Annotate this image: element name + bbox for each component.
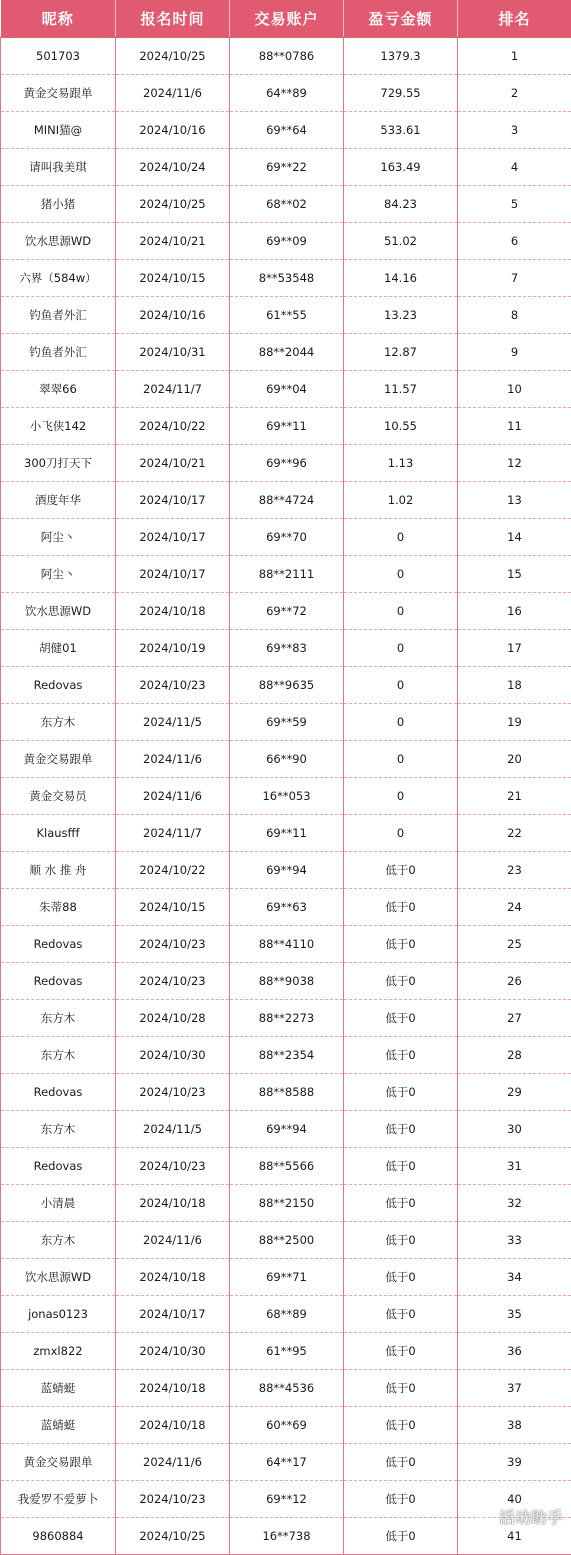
cell-trading-account: 68**02 bbox=[230, 186, 344, 223]
header-trading-account[interactable]: 交易账户 bbox=[230, 0, 344, 38]
cell-nickname: 饮水思源WD bbox=[1, 223, 116, 260]
cell-nickname: Klausfff bbox=[1, 815, 116, 852]
cell-nickname: Redovas bbox=[1, 963, 116, 1000]
cell-trading-account: 68**89 bbox=[230, 1296, 344, 1333]
cell-rank: 2 bbox=[458, 75, 571, 112]
cell-signup-date: 2024/11/7 bbox=[116, 371, 230, 408]
cell-profit-loss: 低于0 bbox=[344, 1111, 458, 1148]
table-row bbox=[1, 1259, 571, 1296]
header-rank[interactable]: 排名 bbox=[458, 0, 571, 38]
cell-rank: 24 bbox=[458, 889, 571, 926]
cell-trading-account: 16**738 bbox=[230, 1518, 344, 1555]
cell-profit-loss: 163.49 bbox=[344, 149, 458, 186]
cell-rank: 30 bbox=[458, 1111, 571, 1148]
cell-nickname: 300刀打天下 bbox=[1, 445, 116, 482]
cell-nickname: 东方木 bbox=[1, 1037, 116, 1074]
cell-profit-loss: 84.23 bbox=[344, 186, 458, 223]
cell-profit-loss: 13.23 bbox=[344, 297, 458, 334]
cell-nickname: 胡健01 bbox=[1, 630, 116, 667]
table-row bbox=[1, 112, 571, 149]
cell-profit-loss: 低于0 bbox=[344, 1037, 458, 1074]
cell-rank: 40 bbox=[458, 1481, 571, 1518]
cell-signup-date: 2024/10/23 bbox=[116, 667, 230, 704]
cell-signup-date: 2024/10/16 bbox=[116, 112, 230, 149]
cell-trading-account: 66**90 bbox=[230, 741, 344, 778]
cell-trading-account: 88**4724 bbox=[230, 482, 344, 519]
cell-nickname: 猪小猪 bbox=[1, 186, 116, 223]
cell-profit-loss: 0 bbox=[344, 630, 458, 667]
cell-nickname: MINI猫@ bbox=[1, 112, 116, 149]
cell-signup-date: 2024/10/21 bbox=[116, 445, 230, 482]
cell-signup-date: 2024/10/18 bbox=[116, 593, 230, 630]
cell-nickname: 朱蒂88 bbox=[1, 889, 116, 926]
cell-nickname: Redovas bbox=[1, 926, 116, 963]
watermark-text: 活动助手 bbox=[498, 1508, 563, 1527]
table-row bbox=[1, 75, 571, 112]
cell-profit-loss: 0 bbox=[344, 704, 458, 741]
cell-nickname: 钓鱼者外汇 bbox=[1, 297, 116, 334]
cell-rank: 6 bbox=[458, 223, 571, 260]
table-row bbox=[1, 1222, 571, 1259]
cell-signup-date: 2024/10/15 bbox=[116, 260, 230, 297]
cell-profit-loss: 1.02 bbox=[344, 482, 458, 519]
cell-rank: 34 bbox=[458, 1259, 571, 1296]
cell-nickname: 蓝蜻蜓 bbox=[1, 1370, 116, 1407]
cell-profit-loss: 低于0 bbox=[344, 1370, 458, 1407]
cell-nickname: 阿尘丶 bbox=[1, 556, 116, 593]
cell-trading-account: 69**94 bbox=[230, 852, 344, 889]
table-row bbox=[1, 1074, 571, 1111]
cell-trading-account: 69**12 bbox=[230, 1481, 344, 1518]
cell-nickname: 六界（584w） bbox=[1, 260, 116, 297]
cell-rank: 5 bbox=[458, 186, 571, 223]
table-header bbox=[1, 0, 571, 38]
cell-signup-date: 2024/10/24 bbox=[116, 149, 230, 186]
cell-rank: 12 bbox=[458, 445, 571, 482]
cell-signup-date: 2024/11/6 bbox=[116, 778, 230, 815]
cell-profit-loss: 11.57 bbox=[344, 371, 458, 408]
cell-signup-date: 2024/10/28 bbox=[116, 1000, 230, 1037]
cell-rank: 39 bbox=[458, 1444, 571, 1481]
cell-signup-date: 2024/10/23 bbox=[116, 1148, 230, 1185]
cell-signup-date: 2024/10/31 bbox=[116, 334, 230, 371]
cell-profit-loss: 0 bbox=[344, 556, 458, 593]
cell-trading-account: 88**4110 bbox=[230, 926, 344, 963]
cell-signup-date: 2024/10/23 bbox=[116, 1481, 230, 1518]
cell-profit-loss: 729.55 bbox=[344, 75, 458, 112]
cell-profit-loss: 低于0 bbox=[344, 1000, 458, 1037]
cell-rank: 28 bbox=[458, 1037, 571, 1074]
cell-signup-date: 2024/10/22 bbox=[116, 408, 230, 445]
cell-rank: 16 bbox=[458, 593, 571, 630]
table-row bbox=[1, 38, 571, 75]
cell-trading-account: 88**2500 bbox=[230, 1222, 344, 1259]
table-row bbox=[1, 1185, 571, 1222]
cell-profit-loss: 低于0 bbox=[344, 1444, 458, 1481]
cell-nickname: jonas0123 bbox=[1, 1296, 116, 1333]
cell-trading-account: 69**96 bbox=[230, 445, 344, 482]
cell-signup-date: 2024/10/21 bbox=[116, 223, 230, 260]
table-row bbox=[1, 445, 571, 482]
cell-nickname: 翠翠66 bbox=[1, 371, 116, 408]
cell-rank: 14 bbox=[458, 519, 571, 556]
header-signup-date[interactable]: 报名时间 bbox=[116, 0, 230, 38]
cell-trading-account: 88**2044 bbox=[230, 334, 344, 371]
cell-rank: 29 bbox=[458, 1074, 571, 1111]
cell-trading-account: 69**59 bbox=[230, 704, 344, 741]
watermark bbox=[477, 1505, 563, 1528]
cell-trading-account: 69**11 bbox=[230, 815, 344, 852]
table-row bbox=[1, 223, 571, 260]
cell-trading-account: 88**2273 bbox=[230, 1000, 344, 1037]
cell-rank: 1 bbox=[458, 38, 571, 75]
cell-profit-loss: 低于0 bbox=[344, 963, 458, 1000]
cell-trading-account: 69**70 bbox=[230, 519, 344, 556]
cell-trading-account: 8**53548 bbox=[230, 260, 344, 297]
cell-signup-date: 2024/10/25 bbox=[116, 186, 230, 223]
cell-signup-date: 2024/10/18 bbox=[116, 1370, 230, 1407]
table-row bbox=[1, 889, 571, 926]
cell-trading-account: 60**69 bbox=[230, 1407, 344, 1444]
table-row bbox=[1, 815, 571, 852]
cell-profit-loss: 低于0 bbox=[344, 1518, 458, 1555]
cell-trading-account: 88**2111 bbox=[230, 556, 344, 593]
cell-nickname: 东方木 bbox=[1, 1000, 116, 1037]
cell-signup-date: 2024/10/16 bbox=[116, 297, 230, 334]
cell-nickname: 请叫我美琪 bbox=[1, 149, 116, 186]
table-row bbox=[1, 1037, 571, 1074]
table-row bbox=[1, 556, 571, 593]
cell-trading-account: 88**2150 bbox=[230, 1185, 344, 1222]
cell-trading-account: 88**2354 bbox=[230, 1037, 344, 1074]
cell-profit-loss: 低于0 bbox=[344, 889, 458, 926]
cell-rank: 33 bbox=[458, 1222, 571, 1259]
cell-profit-loss: 533.61 bbox=[344, 112, 458, 149]
cell-signup-date: 2024/10/30 bbox=[116, 1037, 230, 1074]
cell-rank: 15 bbox=[458, 556, 571, 593]
cell-nickname: zmxl822 bbox=[1, 1333, 116, 1370]
cell-profit-loss: 低于0 bbox=[344, 1296, 458, 1333]
cell-signup-date: 2024/11/5 bbox=[116, 1111, 230, 1148]
cell-rank: 7 bbox=[458, 260, 571, 297]
cell-profit-loss: 0 bbox=[344, 741, 458, 778]
cell-trading-account: 88**0786 bbox=[230, 38, 344, 75]
cell-rank: 8 bbox=[458, 297, 571, 334]
cell-signup-date: 2024/10/18 bbox=[116, 1407, 230, 1444]
cell-trading-account: 69**63 bbox=[230, 889, 344, 926]
cell-rank: 18 bbox=[458, 667, 571, 704]
table-row bbox=[1, 186, 571, 223]
table-row bbox=[1, 704, 571, 741]
cell-profit-loss: 低于0 bbox=[344, 1148, 458, 1185]
cell-signup-date: 2024/10/25 bbox=[116, 38, 230, 75]
cell-nickname: 小飞侠142 bbox=[1, 408, 116, 445]
table-row bbox=[1, 408, 571, 445]
cell-trading-account: 88**5566 bbox=[230, 1148, 344, 1185]
cell-signup-date: 2024/11/6 bbox=[116, 75, 230, 112]
cell-nickname: 钓鱼者外汇 bbox=[1, 334, 116, 371]
cell-profit-loss: 0 bbox=[344, 593, 458, 630]
cell-trading-account: 69**11 bbox=[230, 408, 344, 445]
cell-signup-date: 2024/11/6 bbox=[116, 1444, 230, 1481]
cell-signup-date: 2024/10/18 bbox=[116, 1259, 230, 1296]
cell-nickname: 黄金交易跟单 bbox=[1, 741, 116, 778]
cell-rank: 36 bbox=[458, 1333, 571, 1370]
cell-rank: 31 bbox=[458, 1148, 571, 1185]
cell-profit-loss: 14.16 bbox=[344, 260, 458, 297]
table-row bbox=[1, 260, 571, 297]
cell-profit-loss: 低于0 bbox=[344, 1259, 458, 1296]
cell-nickname: 小清晨 bbox=[1, 1185, 116, 1222]
cell-rank: 22 bbox=[458, 815, 571, 852]
cell-rank: 17 bbox=[458, 630, 571, 667]
table-row bbox=[1, 1333, 571, 1370]
cell-nickname: Redovas bbox=[1, 1148, 116, 1185]
cell-nickname: 饮水思源WD bbox=[1, 593, 116, 630]
table-row bbox=[1, 593, 571, 630]
cell-nickname: 东方木 bbox=[1, 1111, 116, 1148]
header-row bbox=[1, 0, 571, 38]
table-row bbox=[1, 778, 571, 815]
cell-rank: 41 bbox=[458, 1518, 571, 1555]
cell-signup-date: 2024/10/25 bbox=[116, 1518, 230, 1555]
cell-signup-date: 2024/10/22 bbox=[116, 852, 230, 889]
table-row bbox=[1, 1407, 571, 1444]
table-row bbox=[1, 1148, 571, 1185]
cell-profit-loss: 低于0 bbox=[344, 852, 458, 889]
cell-profit-loss: 0 bbox=[344, 778, 458, 815]
table-row bbox=[1, 741, 571, 778]
cell-nickname: 黄金交易跟单 bbox=[1, 75, 116, 112]
cell-signup-date: 2024/10/17 bbox=[116, 556, 230, 593]
cell-nickname: 黄金交易员 bbox=[1, 778, 116, 815]
cell-rank: 27 bbox=[458, 1000, 571, 1037]
cell-trading-account: 69**94 bbox=[230, 1111, 344, 1148]
cell-profit-loss: 0 bbox=[344, 519, 458, 556]
cell-signup-date: 2024/10/15 bbox=[116, 889, 230, 926]
header-profit-loss[interactable]: 盈亏金额 bbox=[344, 0, 458, 38]
cell-signup-date: 2024/11/6 bbox=[116, 741, 230, 778]
cell-profit-loss: 低于0 bbox=[344, 1481, 458, 1518]
table-row bbox=[1, 630, 571, 667]
table-body bbox=[1, 38, 571, 1555]
table-row bbox=[1, 667, 571, 704]
cell-rank: 25 bbox=[458, 926, 571, 963]
cell-trading-account: 69**71 bbox=[230, 1259, 344, 1296]
cell-trading-account: 16**053 bbox=[230, 778, 344, 815]
cell-signup-date: 2024/10/23 bbox=[116, 1074, 230, 1111]
cell-nickname: Redovas bbox=[1, 1074, 116, 1111]
swirl-logo-icon bbox=[477, 1508, 495, 1526]
cell-trading-account: 69**22 bbox=[230, 149, 344, 186]
cell-profit-loss: 低于0 bbox=[344, 1185, 458, 1222]
table-row bbox=[1, 482, 571, 519]
cell-signup-date: 2024/11/6 bbox=[116, 1222, 230, 1259]
cell-rank: 13 bbox=[458, 482, 571, 519]
cell-rank: 26 bbox=[458, 963, 571, 1000]
cell-trading-account: 69**09 bbox=[230, 223, 344, 260]
table-row bbox=[1, 1296, 571, 1333]
cell-signup-date: 2024/11/7 bbox=[116, 815, 230, 852]
cell-trading-account: 61**95 bbox=[230, 1333, 344, 1370]
cell-rank: 3 bbox=[458, 112, 571, 149]
cell-nickname: 黄金交易跟单 bbox=[1, 1444, 116, 1481]
cell-nickname: 顺 水 推 舟 bbox=[1, 852, 116, 889]
table-row bbox=[1, 519, 571, 556]
cell-trading-account: 88**9635 bbox=[230, 667, 344, 704]
cell-nickname: 阿尘丶 bbox=[1, 519, 116, 556]
table-row bbox=[1, 149, 571, 186]
table-row bbox=[1, 297, 571, 334]
cell-signup-date: 2024/10/30 bbox=[116, 1333, 230, 1370]
table-row bbox=[1, 963, 571, 1000]
cell-profit-loss: 1379.3 bbox=[344, 38, 458, 75]
cell-rank: 38 bbox=[458, 1407, 571, 1444]
cell-trading-account: 88**9038 bbox=[230, 963, 344, 1000]
cell-signup-date: 2024/10/17 bbox=[116, 1296, 230, 1333]
table-row bbox=[1, 371, 571, 408]
cell-signup-date: 2024/10/23 bbox=[116, 926, 230, 963]
table-row bbox=[1, 1000, 571, 1037]
header-nickname[interactable]: 昵称 bbox=[1, 0, 116, 38]
cell-profit-loss: 低于0 bbox=[344, 1222, 458, 1259]
cell-trading-account: 88**8588 bbox=[230, 1074, 344, 1111]
table-row bbox=[1, 1444, 571, 1481]
cell-signup-date: 2024/10/23 bbox=[116, 963, 230, 1000]
cell-nickname: 饮水思源WD bbox=[1, 1259, 116, 1296]
cell-nickname: 501703 bbox=[1, 38, 116, 75]
cell-rank: 20 bbox=[458, 741, 571, 778]
cell-nickname: 蓝蜻蜓 bbox=[1, 1407, 116, 1444]
cell-trading-account: 61**55 bbox=[230, 297, 344, 334]
cell-trading-account: 69**04 bbox=[230, 371, 344, 408]
cell-trading-account: 69**83 bbox=[230, 630, 344, 667]
cell-profit-loss: 0 bbox=[344, 815, 458, 852]
cell-profit-loss: 1.13 bbox=[344, 445, 458, 482]
table-row bbox=[1, 852, 571, 889]
cell-signup-date: 2024/10/19 bbox=[116, 630, 230, 667]
cell-signup-date: 2024/10/18 bbox=[116, 1185, 230, 1222]
cell-trading-account: 64**89 bbox=[230, 75, 344, 112]
cell-trading-account: 69**64 bbox=[230, 112, 344, 149]
cell-signup-date: 2024/10/17 bbox=[116, 482, 230, 519]
table-row bbox=[1, 334, 571, 371]
cell-rank: 32 bbox=[458, 1185, 571, 1222]
table-row bbox=[1, 926, 571, 963]
table-row bbox=[1, 1111, 571, 1148]
cell-profit-loss: 低于0 bbox=[344, 1333, 458, 1370]
cell-nickname: 酒度年华 bbox=[1, 482, 116, 519]
cell-profit-loss: 51.02 bbox=[344, 223, 458, 260]
cell-nickname: 9860884 bbox=[1, 1518, 116, 1555]
cell-profit-loss: 12.87 bbox=[344, 334, 458, 371]
cell-profit-loss: 低于0 bbox=[344, 1407, 458, 1444]
cell-trading-account: 88**4536 bbox=[230, 1370, 344, 1407]
cell-rank: 9 bbox=[458, 334, 571, 371]
cell-profit-loss: 低于0 bbox=[344, 1074, 458, 1111]
cell-nickname: 我爱罗不爱萝卜 bbox=[1, 1481, 116, 1518]
cell-trading-account: 64**17 bbox=[230, 1444, 344, 1481]
cell-profit-loss: 10.55 bbox=[344, 408, 458, 445]
cell-nickname: 东方木 bbox=[1, 704, 116, 741]
cell-signup-date: 2024/11/5 bbox=[116, 704, 230, 741]
cell-rank: 23 bbox=[458, 852, 571, 889]
cell-profit-loss: 低于0 bbox=[344, 926, 458, 963]
cell-rank: 11 bbox=[458, 408, 571, 445]
cell-nickname: 东方木 bbox=[1, 1222, 116, 1259]
cell-rank: 37 bbox=[458, 1370, 571, 1407]
cell-rank: 21 bbox=[458, 778, 571, 815]
cell-profit-loss: 0 bbox=[344, 667, 458, 704]
table-row bbox=[1, 1370, 571, 1407]
cell-nickname: Redovas bbox=[1, 667, 116, 704]
cell-rank: 35 bbox=[458, 1296, 571, 1333]
cell-signup-date: 2024/10/17 bbox=[116, 519, 230, 556]
cell-rank: 4 bbox=[458, 149, 571, 186]
cell-rank: 10 bbox=[458, 371, 571, 408]
cell-trading-account: 69**72 bbox=[230, 593, 344, 630]
cell-rank: 19 bbox=[458, 704, 571, 741]
